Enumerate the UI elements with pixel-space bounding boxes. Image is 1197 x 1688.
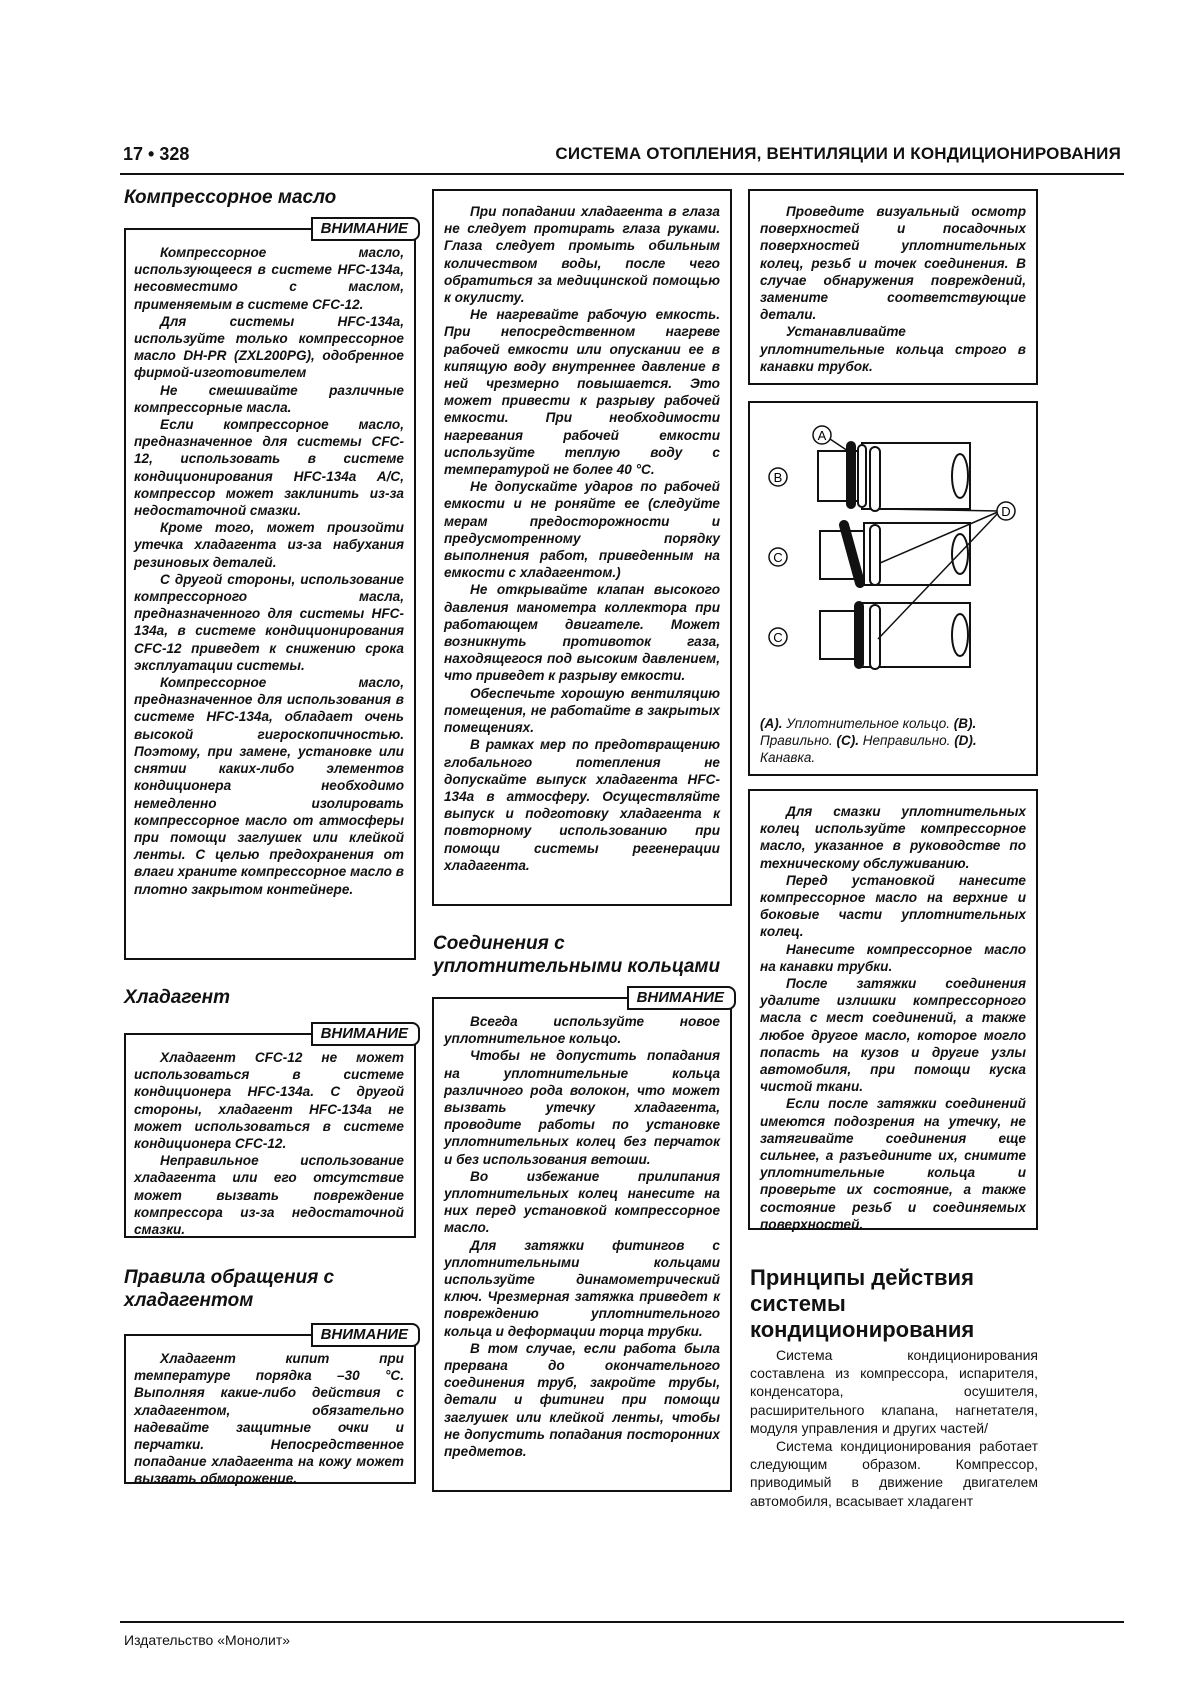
paragraph: Система кондиционирования составлена из компрессора, испарителя, конденсатора, осушителя, расширительного клапана, нагнетателя, модуля управления и других частей/ — [750, 1347, 1038, 1436]
warning-box-lubrication — [748, 789, 1038, 1230]
callout-c-label: C — [773, 550, 783, 565]
pipe-incorrect-offset — [820, 601, 970, 669]
warning-text-refrigerant — [134, 1049, 404, 1238]
paragraph: Система кондиционирования работает следующим образом. Компрессор, приводимый в движение двигателем автомобиля, всасывает хладагент — [750, 1438, 1038, 1509]
paragraph: После затяжки соединения удалите излишки компрессорного масла с мест соединений, а также любое другое масло, которое могло попасть на кузов и другие узлы автомобиля, при помощи куска чистой ткани. — [760, 976, 1026, 1095]
paragraph: Во избежание прилипания уплотнительных колец нанесите на них перед установкой компрессорное масло. — [444, 1168, 720, 1236]
warning-box-handling — [124, 1326, 416, 1487]
publisher: Издательство «Монолит» — [124, 1632, 291, 1648]
caption-key: (С). — [836, 733, 860, 748]
warning-box-refrigerant — [124, 1025, 416, 1238]
caption-text: Канавка. — [760, 750, 816, 765]
paragraph: Не открывайте клапан высокого давления манометра коллектора при работающем двигателе. Может возникнуть противоток газа, находящегося под высоким давлением, что приведет к разрыву емкости. — [444, 582, 720, 684]
figure-caption — [760, 715, 1028, 766]
paragraph: Обеспечьте хорошую вентиляцию помещения, не работайте в закрытых помещениях. — [444, 685, 720, 736]
caption-key: (D). — [954, 733, 977, 748]
heading-ac-principles: Принципы действия системы кондиционирования — [750, 1265, 975, 1342]
callout-b-label: B — [773, 470, 783, 485]
heading-o-ring-connections: Соединения с уплотнительными кольцами — [433, 933, 721, 977]
footer-rule — [120, 1621, 1124, 1623]
paragraph: Для затяжки фитингов с уплотнительными кольцами используйте динамометрический ключ. Чрезмерная затяжка приведет к повреждению уплотнительного кольца и деформации торца трубки. — [444, 1237, 720, 1339]
warning-text-handling — [134, 1350, 404, 1488]
paragraph: В том случае, если работа была прервана до окончательного соединения труб, закройте трубы, детали и фитинги при помощи заглушек или клейкой ленты, чтобы не допустить попадания посторонних предметов. — [444, 1340, 720, 1460]
warning-box-inspection — [748, 189, 1038, 385]
paragraph: Перед установкой нанесите компрессорное масло на верхние и боковые части уплотнительных колец. — [760, 872, 1026, 940]
paragraph: При попадании хладагента в глаза не следует протирать глаза руками. Глаза следует промыть обильным количеством воды, после чего обратиться за медицинской помощью к окулисту. — [444, 204, 720, 306]
warning-badge: ВНИМАНИЕ — [311, 1022, 420, 1046]
heading-refrigerant: Хладагент — [124, 987, 230, 1008]
caption-text: Уплотнительное кольцо. — [782, 716, 954, 731]
paragraph: В рамках мер по предотвращению глобального потепления не допускайте выпуск хладагента HFC-134a в атмосферу. Осуществляйте выпуск и подготовку хладагента к повторному использованию при помощи системы регенерации хладагента. — [444, 737, 720, 873]
heading-compressor-oil: Компрессорное масло — [124, 187, 337, 208]
paragraph: Хладагент кипит при температуре порядка –30 °С. Выполняя какие-либо действия с хладагентом, обязательно надевайте защитные очки и перчатки. Непосредственное попадание хладагента на кожу может вызвать обморожение. — [134, 1351, 404, 1487]
principles-text — [750, 1346, 1038, 1510]
paragraph: Для системы HFC-134a, используйте только компрессорное масло DH-PR (ZXL200PG), одобренное фирмой-изготовителем — [134, 313, 404, 381]
caption-key: (А). — [760, 716, 783, 731]
warning-box-precautions — [432, 189, 732, 906]
paragraph: Нанесите компрессорное масло на канавки трубки. — [760, 941, 1026, 974]
pipe-incorrect-slanted — [820, 523, 970, 585]
paragraph: Чтобы не допустить попадания на уплотнительные кольца различного рода волокон, что может вызвать утечку хладагента, проводите работы по установке уплотнительных колец без перчаток и без использования ветоши. — [444, 1048, 720, 1167]
warning-text-precautions — [444, 203, 720, 874]
section-title: СИСТЕМА ОТОПЛЕНИЯ, ВЕНТИЛЯЦИИ И КОНДИЦИОНИРОВАНИЯ — [555, 144, 1121, 163]
caption-text: Правильно. — [760, 733, 837, 748]
paragraph: С другой стороны, использование компрессорного масла, предназначенного для системы HFC-134a, в системе кондиционирования CFC-12 приведет к снижению срока эксплуатации системы. — [134, 571, 404, 673]
warning-box-oil — [124, 220, 416, 960]
header-rule — [120, 173, 1124, 175]
warning-text-lubrication — [760, 803, 1026, 1233]
paragraph: Компрессорное масло, предназначенное для использования в системе HFC-134a, обладает очень высокой гигроскопичностью. Поэтому, при замене, установке или снятии каких-либо элементов кондиционера необходимо немедленно изолировать компрессорное масло от атмосферы при помощи заглушек или клейкой ленты. С целью предохранения от влаги храните компрессорное масло в плотно закрытом контейнере. — [134, 675, 404, 897]
paragraph: Если компрессорное масло, предназначенное для системы CFC-12, использовать в системе кондиционирования HFC-134a A/C, компрессор может заклинить из-за недостаточной смазки. — [134, 417, 404, 519]
o-ring-diagram — [750, 403, 1036, 703]
paragraph: Проведите визуальный осмотр поверхностей и посадочных поверхностей уплотнительных колец, резьб и точек соединения. В случае обнаружения повреждений, замените соответствующие детали. — [760, 204, 1026, 323]
paragraph: Если после затяжки соединений имеются подозрения на утечку, не затягивайте соединения еще сильнее, а разъедините их, снимите уплотнительные кольца и проверьте их состояние, а также состояние резьб и соединяемых поверхностей. — [760, 1096, 1026, 1232]
warning-badge: ВНИМАНИЕ — [311, 1323, 420, 1347]
paragraph: Для смазки уплотнительных колец используйте компрессорное масло, указанное в руководстве по техническому обслуживанию. — [760, 804, 1026, 871]
paragraph: Компрессорное масло, использующееся в системе HFC-134a, несовместимо с маслом, применяемым в системе CFC-12. — [134, 245, 404, 312]
paragraph: Хладагент CFC-12 не может использоваться в системе кондиционера HFC-134a. С другой стороны, хладагент HFC-134a не может использоваться в системе кондиционера CFC-12. — [134, 1050, 404, 1152]
warning-text-inspection — [760, 203, 1026, 375]
caption-text: Неправильно. — [859, 733, 955, 748]
warning-text-oil — [134, 244, 404, 898]
warning-box-seals — [432, 989, 732, 1492]
paragraph: Неправильное использование хладагента или его отсутствие может вызвать повреждение компрессора из-за недостаточной смазки. — [134, 1153, 404, 1238]
page-number: 17 • 328 — [123, 144, 190, 164]
warning-badge: ВНИМАНИЕ — [627, 986, 736, 1010]
leader-line-d — [878, 509, 1000, 511]
o-ring-figure — [748, 401, 1038, 776]
heading-refrigerant-handling: Правила обращения с хладагентом — [124, 1267, 335, 1311]
paragraph: Кроме того, может произойти утечка хладагента из-за набухания резиновых деталей. — [134, 520, 404, 570]
warning-badge: ВНИМАНИЕ — [311, 217, 420, 241]
leader-line-a — [830, 439, 848, 451]
paragraph: Не смешивайте различные компрессорные масла. — [134, 382, 404, 415]
callout-a-label: A — [817, 428, 827, 443]
pipe-correct — [818, 441, 970, 511]
paragraph: Не нагревайте рабочую емкость. При непосредственном нагреве рабочей емкости или опускании ее в кипящую воду внутреннее давление в ней чрезмерно повышается. Это может привести к разрыву рабочей емкости. При необходимости нагревания рабочей емкости используйте теплую воду с температурой не более 40 °С. — [444, 307, 720, 478]
paragraph: Всегда используйте новое уплотнительное кольцо. — [444, 1014, 720, 1047]
caption-key: (В). — [953, 716, 977, 731]
paragraph: Не допускайте ударов по рабочей емкости и не роняйте ее (следуйте мерам предосторожности и предусмотренному порядку выполнения работ, приведенным на емкости с хладагентом.) — [444, 479, 720, 581]
warning-text-seals — [444, 1013, 720, 1460]
callout-d-label: D — [1001, 504, 1011, 519]
paragraph: Устанавливайте уплотнительные кольца строго в канавки трубок. — [760, 324, 1026, 374]
callout-c-label: C — [773, 630, 783, 645]
